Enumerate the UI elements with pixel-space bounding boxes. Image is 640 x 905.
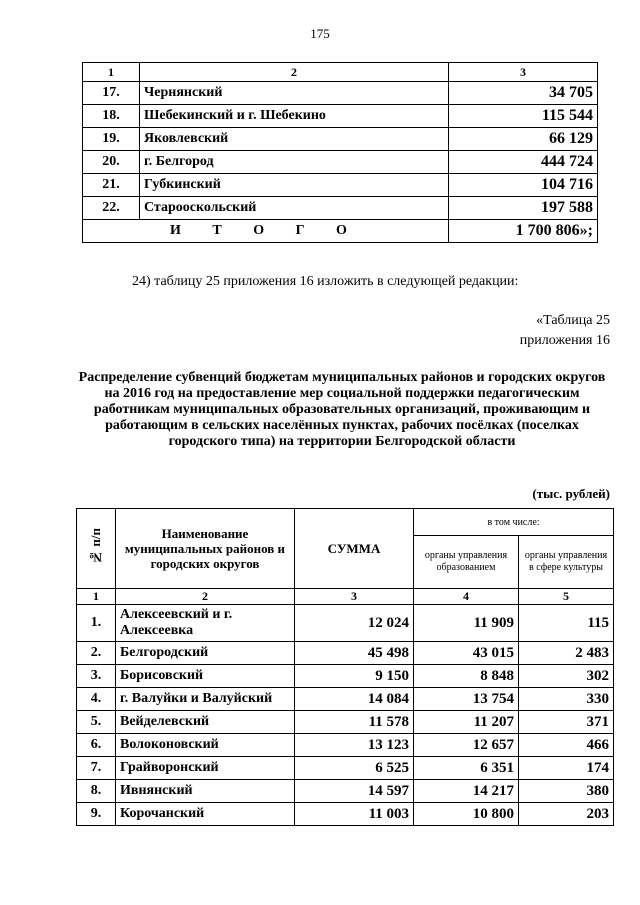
header-cell-2: 2: [140, 63, 449, 82]
row-name: Вейделевский: [116, 711, 295, 734]
table-row: [83, 174, 598, 197]
row-education: 43 015: [414, 642, 519, 665]
total-label: И Т О Г О: [83, 220, 449, 243]
table-header-row: [83, 63, 598, 82]
row-education: 11 207: [414, 711, 519, 734]
table-row: [77, 665, 614, 688]
row-value: 115 544: [449, 105, 598, 128]
page-number: 175: [310, 26, 330, 41]
row-number: 9.: [77, 803, 116, 826]
row-value: 34 705: [449, 82, 598, 105]
col-number: 3: [295, 589, 414, 605]
row-sum: 6 525: [295, 757, 414, 780]
table-header-row: [77, 509, 614, 536]
row-sum: 11 578: [295, 711, 414, 734]
table-row: [77, 711, 614, 734]
table-allocations-continued: [82, 62, 598, 243]
row-culture: 174: [519, 757, 614, 780]
table-row: [83, 151, 598, 174]
header-cell-3: 3: [449, 63, 598, 82]
row-name: Чернянский: [140, 82, 449, 105]
row-education: 13 754: [414, 688, 519, 711]
row-name: Корочанский: [116, 803, 295, 826]
row-name: Шебекинский и г. Шебекино: [140, 105, 449, 128]
total-row: [83, 220, 598, 243]
row-name: Борисовский: [116, 665, 295, 688]
col-number: 5: [519, 589, 614, 605]
row-number: 22.: [83, 197, 140, 220]
col-number: 1: [77, 589, 116, 605]
row-sum: 13 123: [295, 734, 414, 757]
column-numbers-row: [77, 589, 614, 605]
row-sum: 9 150: [295, 665, 414, 688]
row-number: 4.: [77, 688, 116, 711]
row-name: Алексеевский и г. Алексеевка: [116, 605, 295, 642]
row-education: 6 351: [414, 757, 519, 780]
table-row: [77, 757, 614, 780]
row-number: 20.: [83, 151, 140, 174]
row-number: 19.: [83, 128, 140, 151]
row-culture: 302: [519, 665, 614, 688]
row-name: Белгородский: [116, 642, 295, 665]
table-caption: [520, 311, 610, 351]
header-cell-1: 1: [83, 63, 140, 82]
row-sum: 45 498: [295, 642, 414, 665]
table-row: [83, 128, 598, 151]
row-culture: 115: [519, 605, 614, 642]
col-number: 4: [414, 589, 519, 605]
row-number: 6.: [77, 734, 116, 757]
row-education: 8 848: [414, 665, 519, 688]
row-value: 104 716: [449, 174, 598, 197]
table-row: [83, 82, 598, 105]
header-education: органы управления образованием: [414, 536, 519, 589]
header-including: в том числе:: [414, 509, 614, 536]
row-number: 1.: [77, 605, 116, 642]
row-culture: 330: [519, 688, 614, 711]
row-culture: 2 483: [519, 642, 614, 665]
caption-line-2: приложения 16: [519, 333, 610, 348]
row-number: 3.: [77, 665, 116, 688]
table-row: [77, 780, 614, 803]
row-sum: 11 003: [295, 803, 414, 826]
header-num-label: № п/п: [88, 527, 103, 565]
row-culture: 380: [519, 780, 614, 803]
table-row: [77, 605, 614, 642]
table-row: [77, 688, 614, 711]
table-subventions: [76, 508, 614, 826]
row-name: г. Валуйки и Валуйский: [116, 688, 295, 711]
row-number: 2.: [77, 642, 116, 665]
header-name: Наименование муниципальных районов и городских округов: [116, 509, 295, 589]
row-number: 7.: [77, 757, 116, 780]
row-education: 12 657: [414, 734, 519, 757]
total-value: 1 700 806»;: [449, 220, 598, 243]
table-row: [77, 642, 614, 665]
row-education: 11 909: [414, 605, 519, 642]
row-culture: 371: [519, 711, 614, 734]
row-sum: 12 024: [295, 605, 414, 642]
row-number: 21.: [83, 174, 140, 197]
row-number: 8.: [77, 780, 116, 803]
document-title: Распределение субвенций бюджетам муниципальных районов и городских округов на 2016 год на предоставление мер социальной поддержки педагогическим работникам муниципальных образовательных организаций, проживающим и работающим в сельских населённых пунктах, рабочих посёлках (поселках городского типа) на территории Белгородской области: [78, 370, 606, 449]
row-sum: 14 084: [295, 688, 414, 711]
table-row: [77, 803, 614, 826]
table-row: [77, 734, 614, 757]
row-education: 14 217: [414, 780, 519, 803]
row-number: 17.: [83, 82, 140, 105]
header-sum: СУММА: [295, 509, 414, 589]
table-row: [83, 197, 598, 220]
table-row: [83, 105, 598, 128]
row-education: 10 800: [414, 803, 519, 826]
row-name: Старооскольский: [140, 197, 449, 220]
row-value: 197 588: [449, 197, 598, 220]
header-culture: органы управления в сфере культуры: [519, 536, 614, 589]
amendment-instruction: 24) таблицу 25 приложения 16 изложить в следующей редакции:: [132, 274, 519, 289]
header-num: [77, 509, 116, 589]
row-name: Ивнянский: [116, 780, 295, 803]
row-number: 5.: [77, 711, 116, 734]
row-number: 18.: [83, 105, 140, 128]
caption-line-1: «Таблица 25: [536, 313, 610, 328]
units-label: (тыс. рублей): [532, 486, 610, 501]
row-sum: 14 597: [295, 780, 414, 803]
row-culture: 466: [519, 734, 614, 757]
row-name: г. Белгород: [140, 151, 449, 174]
row-name: Яковлевский: [140, 128, 449, 151]
row-name: Губкинский: [140, 174, 449, 197]
col-number: 2: [116, 589, 295, 605]
row-value: 444 724: [449, 151, 598, 174]
row-name: Грайворонский: [116, 757, 295, 780]
row-name: Волоконовский: [116, 734, 295, 757]
row-culture: 203: [519, 803, 614, 826]
row-value: 66 129: [449, 128, 598, 151]
